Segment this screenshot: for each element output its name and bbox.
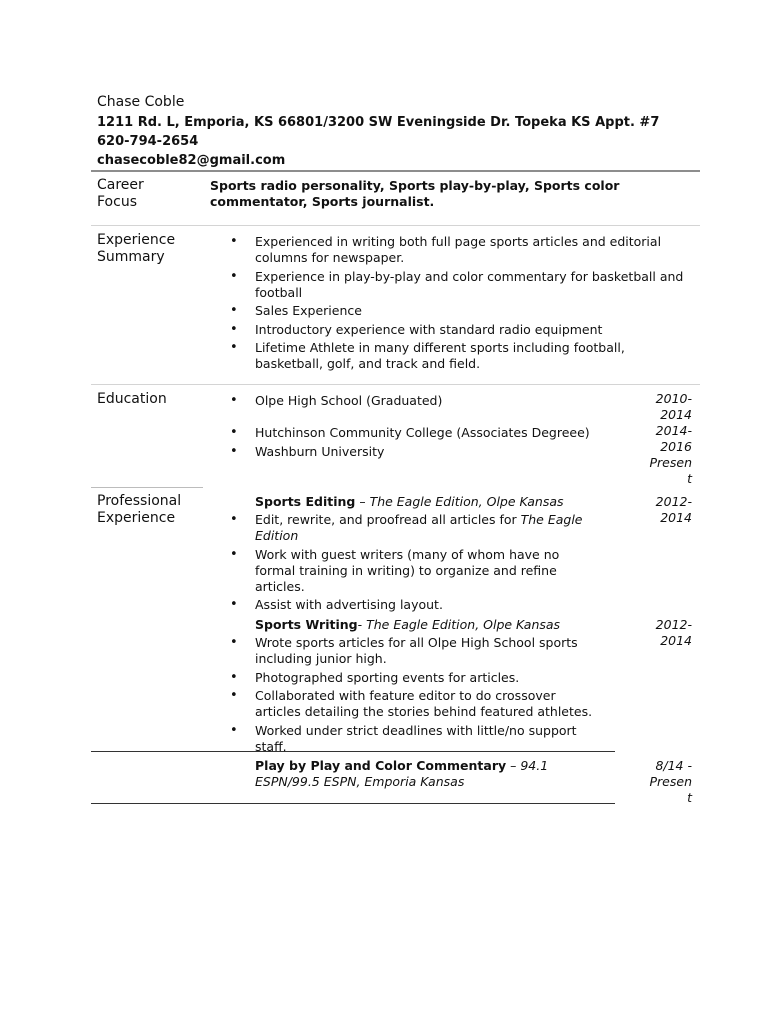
item-line: • Experienced in writing both full page sports articles and editorial xyxy=(255,234,662,249)
job-title-row xyxy=(255,758,548,774)
item-line: • Photographed sporting events for articles. xyxy=(255,669,520,685)
job-title: Sports Editing xyxy=(255,494,356,509)
education-label: Education xyxy=(97,391,167,407)
education-dates xyxy=(650,391,693,487)
section-divider xyxy=(91,487,203,488)
candidate-name: Chase Coble xyxy=(97,94,185,110)
date-text: 2014 xyxy=(660,510,692,525)
list-item xyxy=(230,670,592,686)
career-focus-line1: Sports radio personality, Sports play-by-play, Sports color xyxy=(210,178,620,193)
item-line: Olpe High School (Graduated) xyxy=(255,393,443,408)
address: 1211 Rd. L, Emporia, KS 66801/3200 SW Eveningside Dr. Topeka KS Appt. #7 xyxy=(97,115,660,130)
date-text: Presen xyxy=(649,455,692,470)
list-item xyxy=(230,597,583,613)
job-organization: The Eagle Edition, Olpe Kansas xyxy=(366,617,561,632)
job-organization: 94.1 xyxy=(520,758,549,773)
item-line: Washburn University xyxy=(255,443,385,459)
job-title-line xyxy=(255,758,548,790)
job-dates xyxy=(656,494,692,526)
item-line: football xyxy=(255,284,303,300)
education-list xyxy=(230,393,590,462)
date-text: t xyxy=(687,471,692,486)
list-item xyxy=(230,635,592,667)
career-focus-text xyxy=(210,178,630,210)
job-bullets xyxy=(230,635,592,757)
date-text: 2014- xyxy=(655,423,692,438)
date-text: t xyxy=(687,790,692,805)
job-title-line xyxy=(255,617,560,633)
section-divider xyxy=(91,384,700,385)
job-separator: - xyxy=(357,617,367,632)
item-line: • Collaborated with feature editor to do crossover xyxy=(255,688,556,703)
phone: 620-794-2654 xyxy=(97,134,199,149)
job-dates xyxy=(650,758,693,806)
job-organization: The Eagle Edition, Olpe Kansas xyxy=(369,494,564,509)
list-item xyxy=(230,512,583,544)
date-text: 2014 xyxy=(660,633,692,648)
list-item xyxy=(230,322,683,338)
career-focus-label xyxy=(97,177,207,211)
career-focus-label-line2: Focus xyxy=(97,194,137,210)
item-line: Hutchinson Community College (Associates Degreee) xyxy=(255,425,590,440)
section-divider xyxy=(91,751,615,752)
section-divider xyxy=(91,225,700,226)
list-item xyxy=(230,234,683,266)
list-item xyxy=(230,393,590,409)
section-divider xyxy=(91,803,615,804)
item-line: basketball, golf, and track and field. xyxy=(255,356,481,371)
item-line xyxy=(255,512,583,528)
item-line: • Assist with advertising layout. xyxy=(255,597,443,612)
experience-summary-label-line1: Experience xyxy=(97,232,176,248)
list-item xyxy=(230,547,583,595)
item-line: articles. xyxy=(255,578,305,594)
list-item xyxy=(230,425,590,441)
list-item xyxy=(230,723,592,755)
job-dates xyxy=(656,617,692,649)
experience-summary-list xyxy=(230,234,683,375)
job-separator: – xyxy=(355,494,370,509)
date-text: 8/14 - xyxy=(655,758,692,773)
job-organization: ESPN/99.5 ESPN, Emporia Kansas xyxy=(255,774,465,789)
header-divider xyxy=(91,170,700,172)
list-item xyxy=(230,444,590,460)
date-text: Presen xyxy=(649,774,692,789)
list-item xyxy=(230,269,683,301)
job-title-line xyxy=(255,494,564,510)
item-line: • Experience in play-by-play and color commentary for basketball and xyxy=(255,268,684,284)
experience-summary-label-line2: Summary xyxy=(97,249,165,265)
professional-experience-label-line2: Experience xyxy=(97,510,176,526)
job-separator: – xyxy=(506,758,521,773)
date-text: 2014 xyxy=(660,407,692,422)
job-title: Play by Play and Color Commentary xyxy=(255,758,507,773)
item-line: columns for newspaper. xyxy=(255,250,405,265)
publication-name: The Eagle xyxy=(520,512,583,527)
item-line: articles detailing the stories behind featured athletes. xyxy=(255,704,593,719)
list-item xyxy=(230,303,683,319)
item-line: • Introductory experience with standard radio equipment xyxy=(255,321,603,337)
career-focus-line2: commentator, Sports journalist. xyxy=(210,194,435,209)
date-text: 2010- xyxy=(655,391,692,406)
job-title: Sports Writing xyxy=(255,617,358,632)
item-line: staff. xyxy=(255,738,287,754)
professional-experience-label xyxy=(97,493,207,527)
item-line: formal training in writing) to organize and refine xyxy=(255,562,557,578)
item-line: • Sales Experience xyxy=(255,303,362,318)
list-item xyxy=(230,340,683,372)
professional-experience-label-line1: Professional xyxy=(97,493,182,509)
item-line: • Lifetime Athlete in many different sports including football, xyxy=(255,340,625,355)
date-text: 2012- xyxy=(655,617,692,632)
career-focus-label-line1: Career xyxy=(97,177,144,193)
item-line: • Worked under strict deadlines with little/no support xyxy=(255,722,577,738)
item-line: • Work with guest writers (many of whom have no xyxy=(255,546,560,562)
date-text: 2016 xyxy=(660,439,692,454)
item-line: • Wrote sports articles for all Olpe High School sports xyxy=(255,635,578,650)
publication-name: Edition xyxy=(255,528,299,543)
item-line: including junior high. xyxy=(255,651,387,666)
email: chasecoble82@gmail.com xyxy=(97,153,286,168)
list-item xyxy=(230,688,592,720)
date-text: 2012- xyxy=(655,494,692,509)
job-bullets xyxy=(230,512,583,616)
item-text: Edit, rewrite, and proofread all articles for xyxy=(255,512,521,527)
experience-summary-label xyxy=(97,232,207,266)
